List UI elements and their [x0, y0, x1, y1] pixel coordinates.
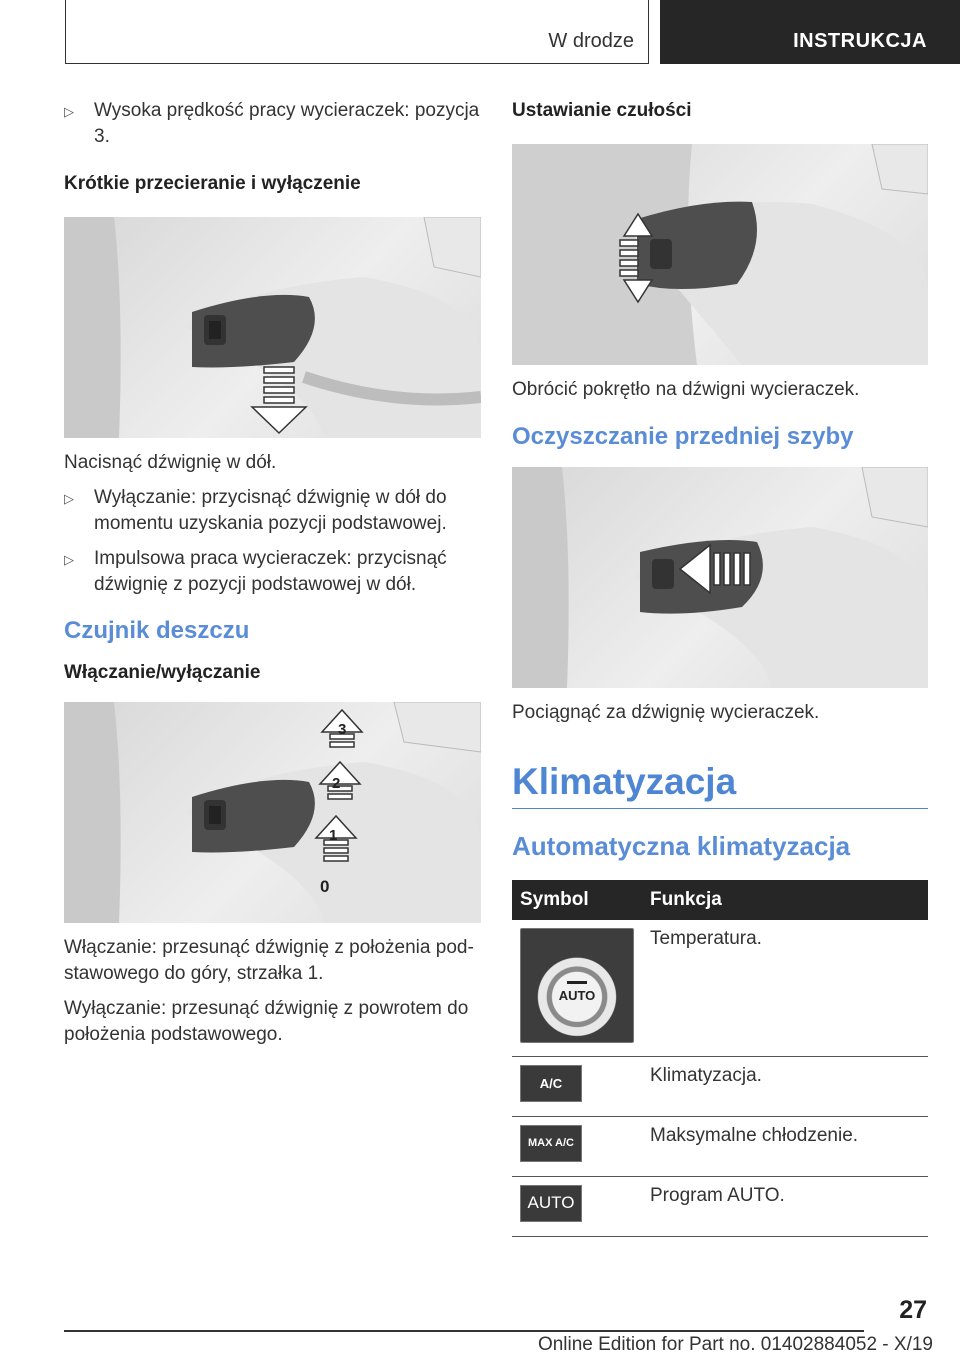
function-ac: Klimatyzacja. [642, 1056, 928, 1116]
table-row [512, 1176, 928, 1236]
temperature-knob-icon: AUTO [520, 928, 634, 1043]
function-auto-program: Program AUTO. [642, 1176, 928, 1236]
ac-button-icon: A/C [520, 1065, 582, 1102]
wiper-lever-pull-image [512, 467, 928, 688]
bullet-triangle-icon: ▷ [64, 552, 74, 567]
footer-divider [64, 1330, 864, 1332]
manual-badge [660, 0, 960, 64]
washer-heading: Oczyszczanie przedniej szyby [512, 423, 854, 450]
header-frame [65, 0, 649, 64]
bullet-intermittent: ▷ Impulsowa praca wycieraczek: przycisnąć dźwignię z pozycji podstawowej w dół. [64, 548, 447, 595]
climate-symbol-table [512, 880, 928, 1237]
bullet-triangle-icon: ▷ [64, 104, 74, 119]
left-column [64, 98, 481, 1057]
function-temperature: Temperatura. [642, 920, 928, 1056]
para-switch-off: Wyłączanie: przesunąć dźwignię z powrotem do położenia podstawowego. [64, 998, 469, 1045]
wiper-lever-press-down-image [64, 217, 481, 438]
column-header-symbol: Symbol [512, 880, 642, 920]
function-max-cooling: Maksymalne chłodzenie. [642, 1116, 928, 1176]
table-row [512, 1056, 928, 1116]
table-row [512, 1116, 928, 1176]
rain-sensor-heading: Czujnik deszczu [64, 617, 250, 644]
wiper-lever-positions-image [64, 702, 481, 923]
bullet-high-speed: ▷ Wysoka prędkość pracy wycieraczek: pozycja 3. [64, 100, 480, 147]
climate-heading: Klimatyzacja [512, 760, 928, 809]
para-switch-on: Włączanie: przesunąć dźwignię z położenia podstawowego do góry, strzałka 1. [64, 937, 474, 984]
caption-rotate: Obrócić pokrętło na dźwigni wycieraczek. [512, 379, 860, 400]
right-column [512, 98, 928, 1237]
table-row [512, 920, 928, 1056]
short-wipe-heading: Krótkie przecieranie i wyłączenie [64, 173, 361, 194]
page-number: 27 [899, 1296, 927, 1324]
manual-badge-label: INSTRUKCJA [793, 30, 927, 52]
on-off-heading: Włączanie/wyłączanie [64, 662, 261, 683]
auto-button-icon: AUTO [520, 1185, 582, 1222]
caption-press-down: Nacisnąć dźwignię w dół. [64, 452, 277, 473]
auto-climate-heading: Automatyczna klimatyzacja [512, 831, 851, 861]
caption-pull: Pociągnąć za dźwignię wycieraczek. [512, 702, 820, 723]
table-header-row [512, 880, 928, 920]
bullet-triangle-icon: ▷ [64, 491, 74, 506]
sensitivity-heading: Ustawianie czułości [512, 100, 692, 121]
level-3-label: 3 [338, 721, 347, 738]
level-0-label: 0 [320, 877, 330, 896]
level-1-label: 1 [329, 827, 338, 844]
bullet-switch-off: ▷ Wyłączanie: przycisnąć dźwignię w dół do momentu uzyskania pozycji podstawowej. [64, 487, 447, 534]
section-title: W drodze [548, 30, 634, 52]
column-header-function: Funkcja [642, 880, 928, 920]
level-2-label: 2 [332, 775, 341, 792]
max-ac-button-icon: MAX A/C [520, 1125, 582, 1162]
wiper-sensitivity-dial-image [512, 144, 928, 365]
edition-footer: Online Edition for Part no. 01402884052 - X/19 [537, 1334, 933, 1355]
